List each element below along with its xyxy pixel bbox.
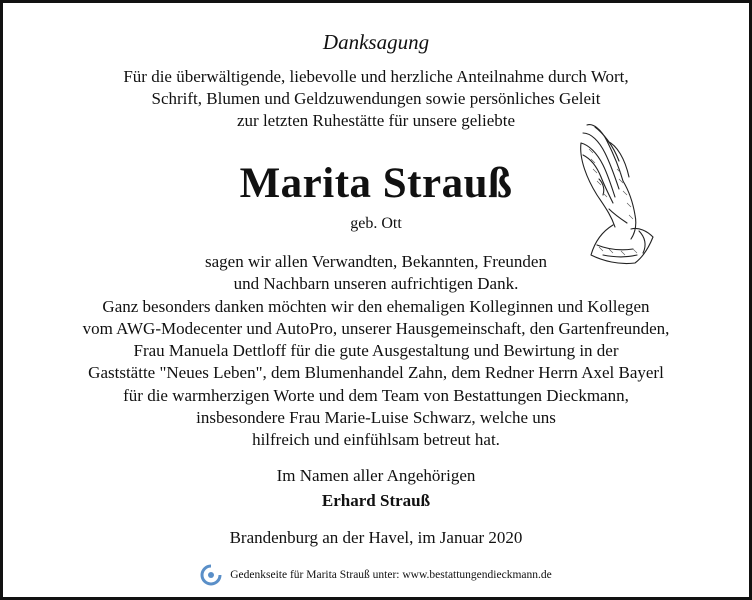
thanks-line: Ganz besonders danken möchten wir den ehemaligen Kolleginnen und Kollegen (102, 296, 650, 316)
signer-name: Erhard Strauß (321, 491, 431, 510)
thanks-line: und Nachbarn unseren aufrichtigen Dank. (233, 274, 519, 294)
thanks-line: für die warmherzigen Worte und dem Team von Bestattungen Dieckmann, (123, 385, 629, 405)
place-date: Brandenburg an der Havel, im Januar 2020 (229, 528, 523, 547)
thanks-line: sagen wir allen Verwandten, Bekannten, Freunden (205, 252, 547, 271)
intro-line: Schrift, Blumen und Geldzuwendungen sowie persönliches Geleit (151, 89, 601, 108)
thanks-line: vom AWG-Modecenter und AutoPro, unserer Hausgemeinschaft, den Gartenfreunden, (82, 318, 670, 338)
thanks-line: Frau Manuela Dettloff für die gute Ausgestaltung und Bewirtung in der (133, 341, 619, 361)
intro-line: zur letzten Ruhestätte für unsere geliebte (236, 111, 516, 130)
thanks-line: Gaststätte "Neues Leben", dem Blumenhandel Zahn, dem Redner Herrn Axel Bayerl (88, 363, 664, 383)
intro-line: Für die überwältigende, liebevolle und herzliche Anteilnahme durch Wort, (123, 67, 629, 86)
memorial-logo-icon (200, 564, 222, 586)
deceased-name: Marita Strauß (239, 160, 513, 207)
thanks-line: hilfreich und einfühlsam betreut hat. (252, 430, 500, 450)
thanks-line: insbesondere Frau Marie-Luise Schwarz, welche uns (196, 408, 556, 428)
notice-heading: Danksagung (322, 30, 430, 54)
praying-hands-icon (573, 119, 663, 269)
footer (3, 564, 749, 586)
memorial-page-link[interactable]: Gedenkseite für Marita Strauß unter: www.bestattungendieckmann.de (230, 569, 552, 581)
maiden-name: geb. Ott (350, 215, 402, 232)
signature-intro: Im Namen aller Angehörigen (276, 466, 476, 485)
thanks-text (3, 251, 749, 452)
